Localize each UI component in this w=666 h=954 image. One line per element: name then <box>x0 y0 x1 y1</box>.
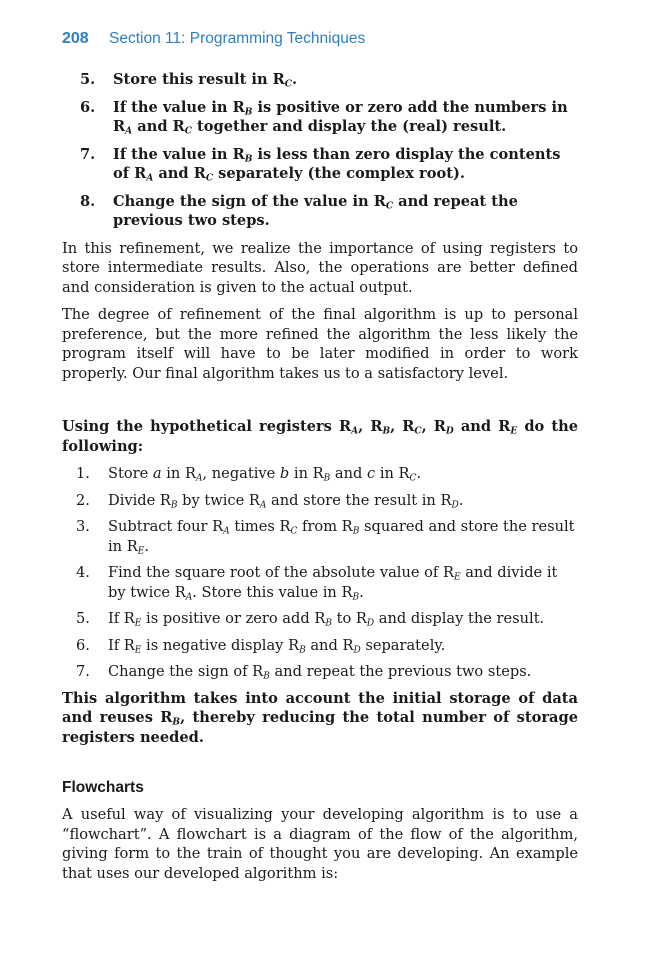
list-item: 7. Change the sign of $R_B$ and repeat the previous two steps. <box>76 663 532 682</box>
list-item: 8. Change the sign of the value in $R_C$ and repeat the previous two steps. <box>80 192 518 229</box>
refinement-step-list <box>62 70 578 231</box>
section-title: Section 11: Programming Techniques <box>109 30 366 47</box>
algorithm-intro: Using the hypothetical registers $R_A$, $R_B$, $R_C$, $R_D$ and $R_E$ do the following: <box>62 418 578 455</box>
page-header <box>62 30 365 48</box>
list-item: 6. If $R_E$ is negative display $R_B$ and $R_D$ separately. <box>76 636 446 655</box>
list-item: 4. Find the square root of the absolute value of $R_E$ and divide it by twice $R_A$. Store this value in $R_B$. <box>76 564 558 602</box>
list-item: 3. Subtract four $R_A$ times $R_C$ from $R_B$ squared and store the result in $R_E$. <box>76 518 575 556</box>
refinement-degree-paragraph: The degree of refinement of the final algorithm is up to personal preference, but the more refined the algorithm the less likely the program itself will have to be later modified in order to work properly. Our final algorithm takes us to a satisfactory level. <box>62 306 578 382</box>
list-item: 6. If the value in $R_B$ is positive or zero add the numbers in $R_A$ and $R_C$ together and display the (real) result. <box>80 98 568 137</box>
list-item: 5. If $R_E$ is positive or zero add $R_B$ to $R_D$ and display the result. <box>76 610 545 629</box>
list-item: 2. Divide $R_B$ by twice $R_A$ and store the result in $R_D$. <box>76 491 464 510</box>
final-algorithm-list <box>62 464 578 682</box>
refinement-paragraph: In this refinement, we realize the importance of using registers to store intermediate results. Also, the operations are better defined and consideration is given to the actual output. <box>62 239 578 296</box>
list-item: 1. Store a in $R_A$, negative b in $R_B$ and c in $R_C$. <box>76 465 422 484</box>
list-item: 7. If the value in $R_B$ is less than zero display the contents of $R_A$ and $R_C$ separately (the complex root). <box>80 145 561 184</box>
algorithm-summary-paragraph: This algorithm takes into account the initial storage of data and reuses $R_B$, thereby reducing the total number of storage registers needed. <box>62 689 578 746</box>
page-content <box>62 70 578 891</box>
page-number: 208 <box>62 30 89 47</box>
flowcharts-paragraph: A useful way of visualizing your developing algorithm is to use a “flowchart”. A flowchart is a diagram of the flow of the algorithm, giving form to the train of thought you are developing. An example that uses our developed algorithm is: <box>62 806 578 882</box>
flowcharts-heading: Flowcharts <box>62 779 144 796</box>
list-item: 5. Store this result in $R_C$. <box>80 71 298 90</box>
